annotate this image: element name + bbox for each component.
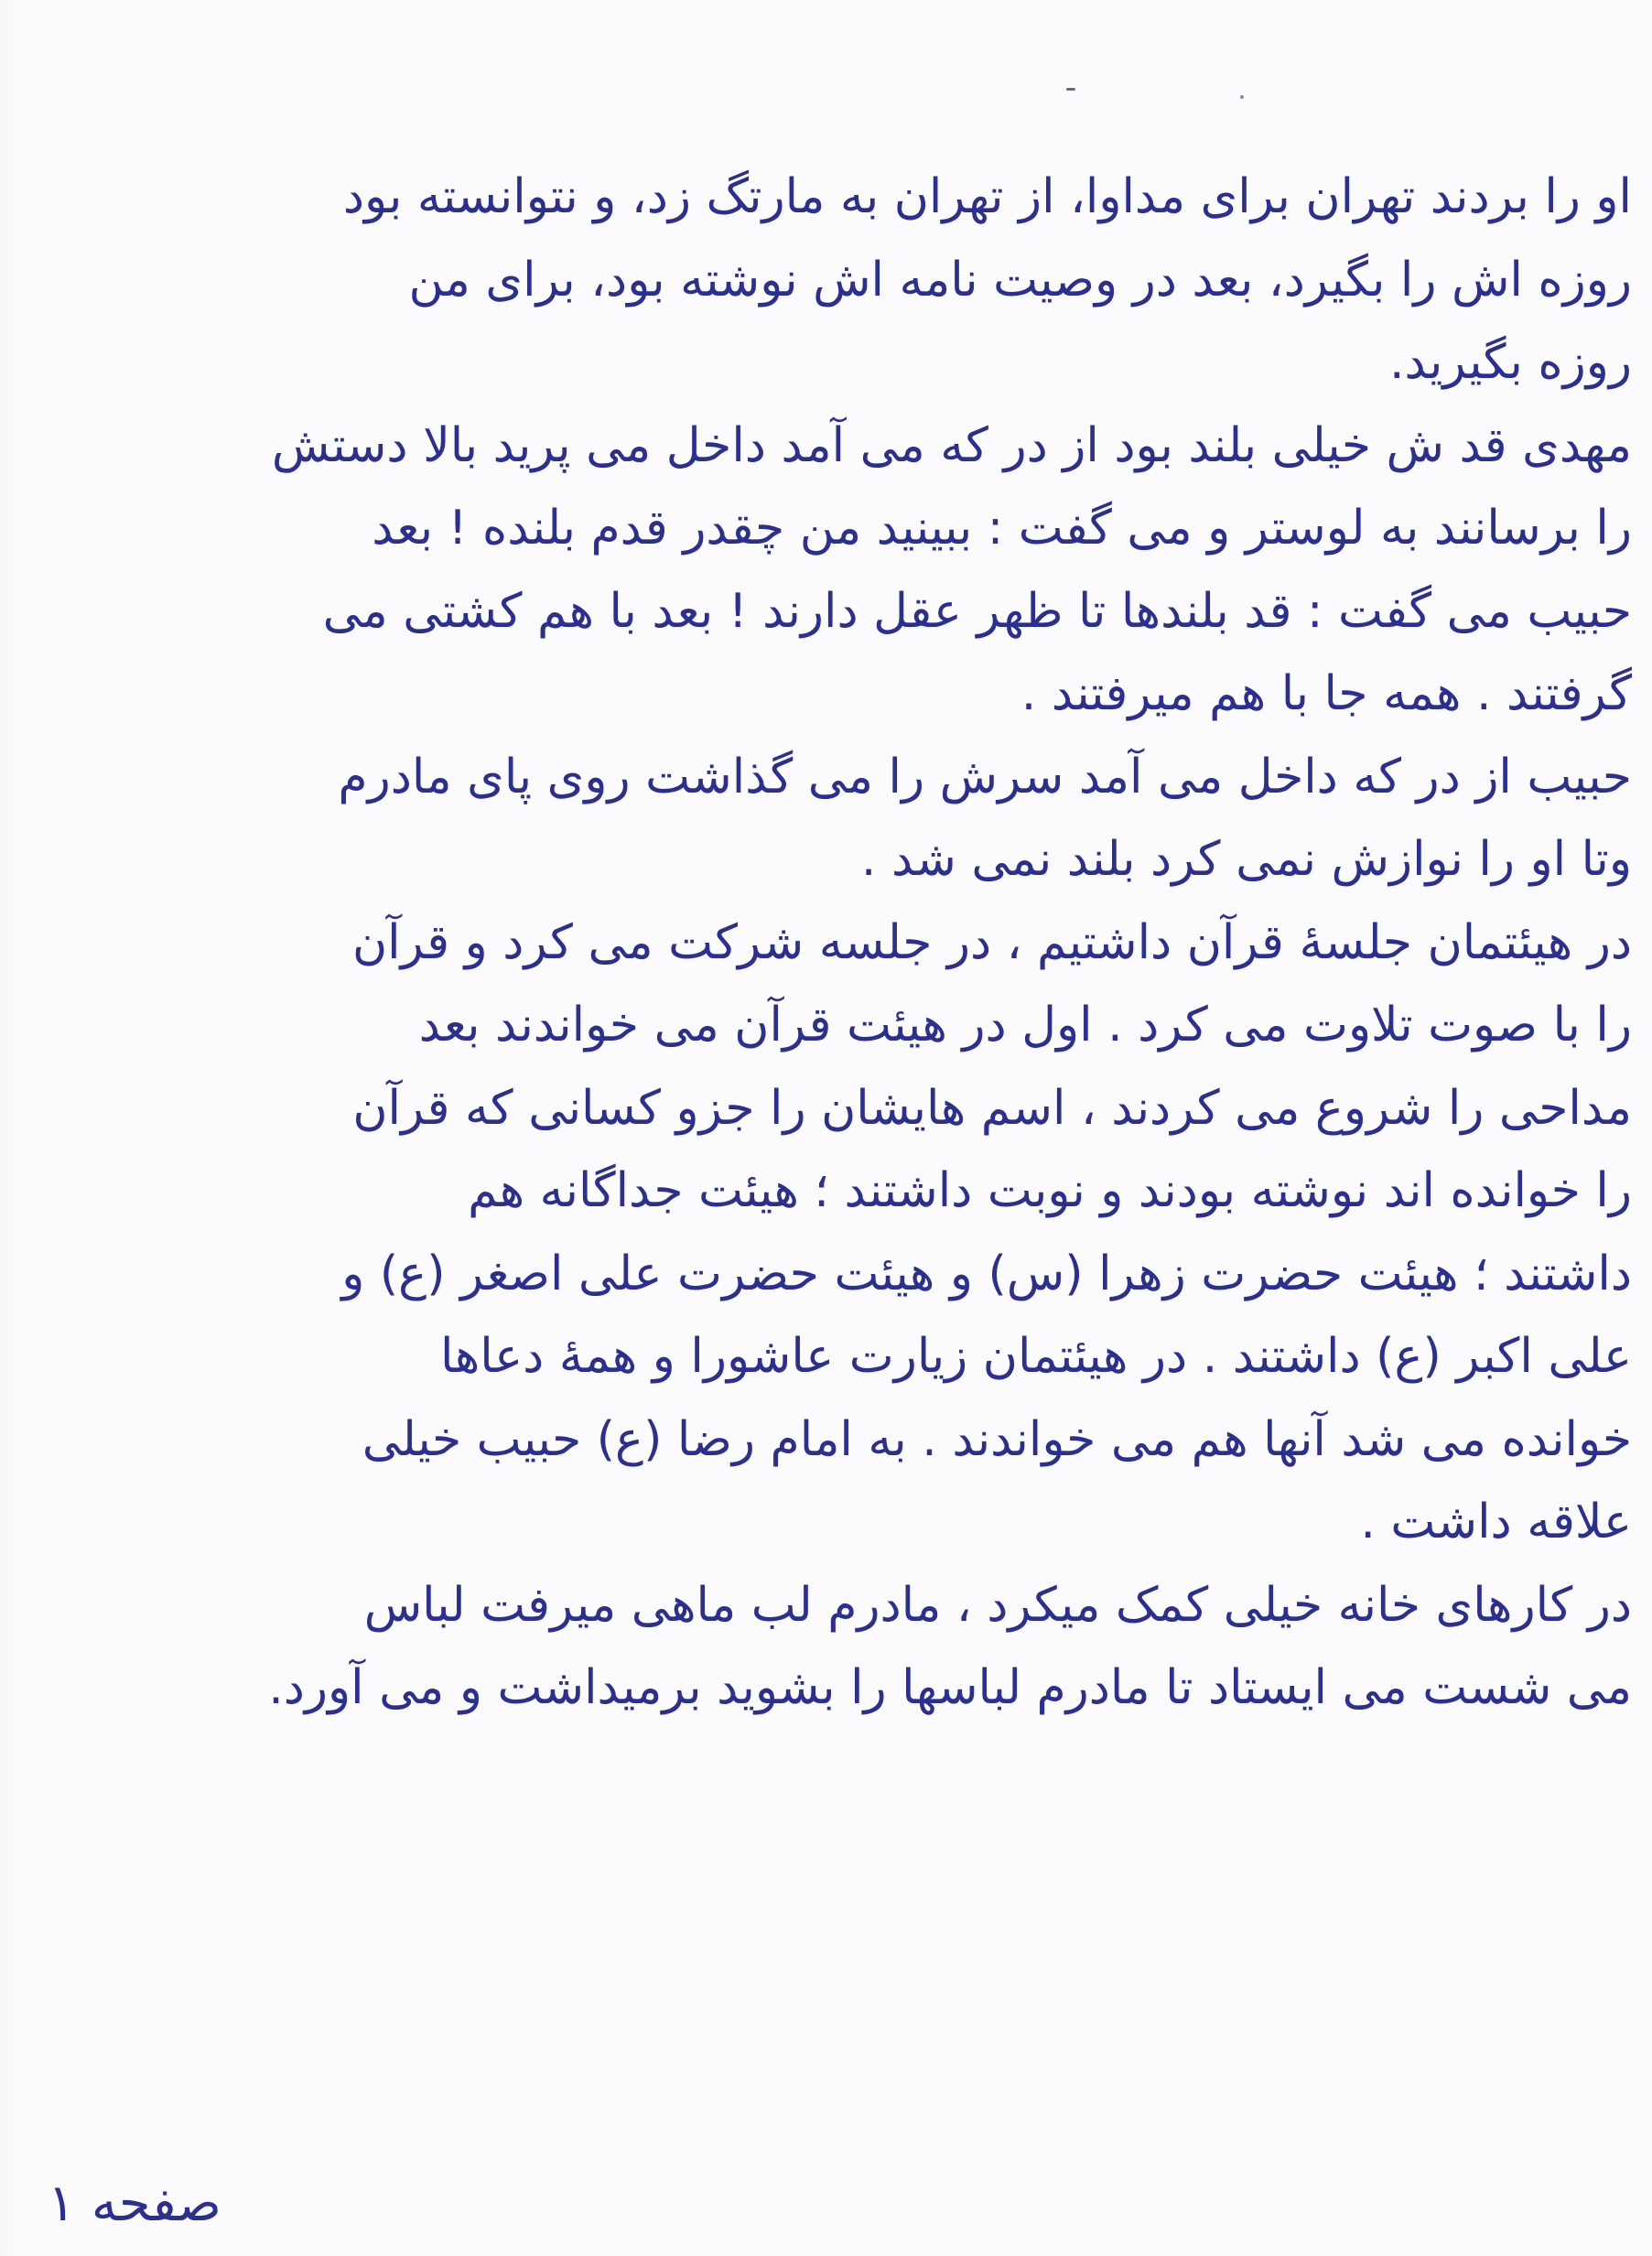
text-line: خوانده می شد آنها هم می خواندند . به امام رضا (ع) حبیب خیلی [362, 1411, 1632, 1467]
text-line: روزه بگیرید. [1389, 335, 1632, 390]
text-line: را برسانند به لوستر و می گفت : ببینید من چقدر قدم بلنده ! بعد [372, 501, 1632, 556]
text-line: را خوانده اند نوشته بودند و نوبت داشتند ؛ هیئت جداگانه هم [468, 1163, 1632, 1218]
text-line: مهدی قد ش خیلی بلند بود از در که می آمد داخل می پرید بالا دستش [271, 417, 1632, 473]
text-line: او را بردند تهران برای مداوا، از تهران به مارتگ زد، و نتوانسته بود [342, 169, 1632, 224]
text-line: حبیب می گفت : قد بلندها تا ظهر عقل دارند ! بعد با هم کشتی می [322, 583, 1632, 639]
handwritten-text-body [37, 156, 1632, 1730]
paper-speck [1240, 95, 1244, 99]
text-line: در کارهای خانه خیلی کمک میکرد ، مادرم لب ماهی میرفت لباس [363, 1577, 1632, 1633]
text-line: روزه اش را بگیرد، بعد در وصیت نامه اش نوشته بود، برای من [408, 252, 1632, 308]
text-line: علاقه داشت . [1360, 1495, 1632, 1549]
text-line: مداحی را شروع می کردند ، اسم هایشان را جزو کسانی که قرآن [352, 1080, 1632, 1136]
text-line: وتا او را نوازش نمی کرد بلند نمی شد . [860, 832, 1632, 887]
text-line: گرفتند . همه جا با هم میرفتند . [1020, 666, 1632, 721]
paper-speck [1066, 88, 1075, 91]
text-line: علی اکبر (ع) داشتند . در هیئتمان زیارت عاشورا و همهٔ دعاها [440, 1329, 1632, 1384]
text-line: داشتند ؛ هیئت حضرت زهرا (س) و هیئت حضرت علی اصغر (ع) و [341, 1246, 1632, 1301]
text-line: در هیئتمان جلسهٔ قرآن داشتیم ، در جلسه شرکت می کرد و قرآن [351, 914, 1632, 970]
page-number: صفحه ۱ [48, 2174, 221, 2233]
text-line: حبیب از در که داخل می آمد سرش را می گذاشت روی پای مادرم [338, 749, 1632, 804]
text-line: می شست می ایستاد تا مادرم لباسها را بشوید برمیداشت و می آورد. [268, 1660, 1632, 1715]
text-line: را با صوت تلاوت می کرد . اول در هیئت قرآن می خواندند بعد [418, 998, 1632, 1052]
